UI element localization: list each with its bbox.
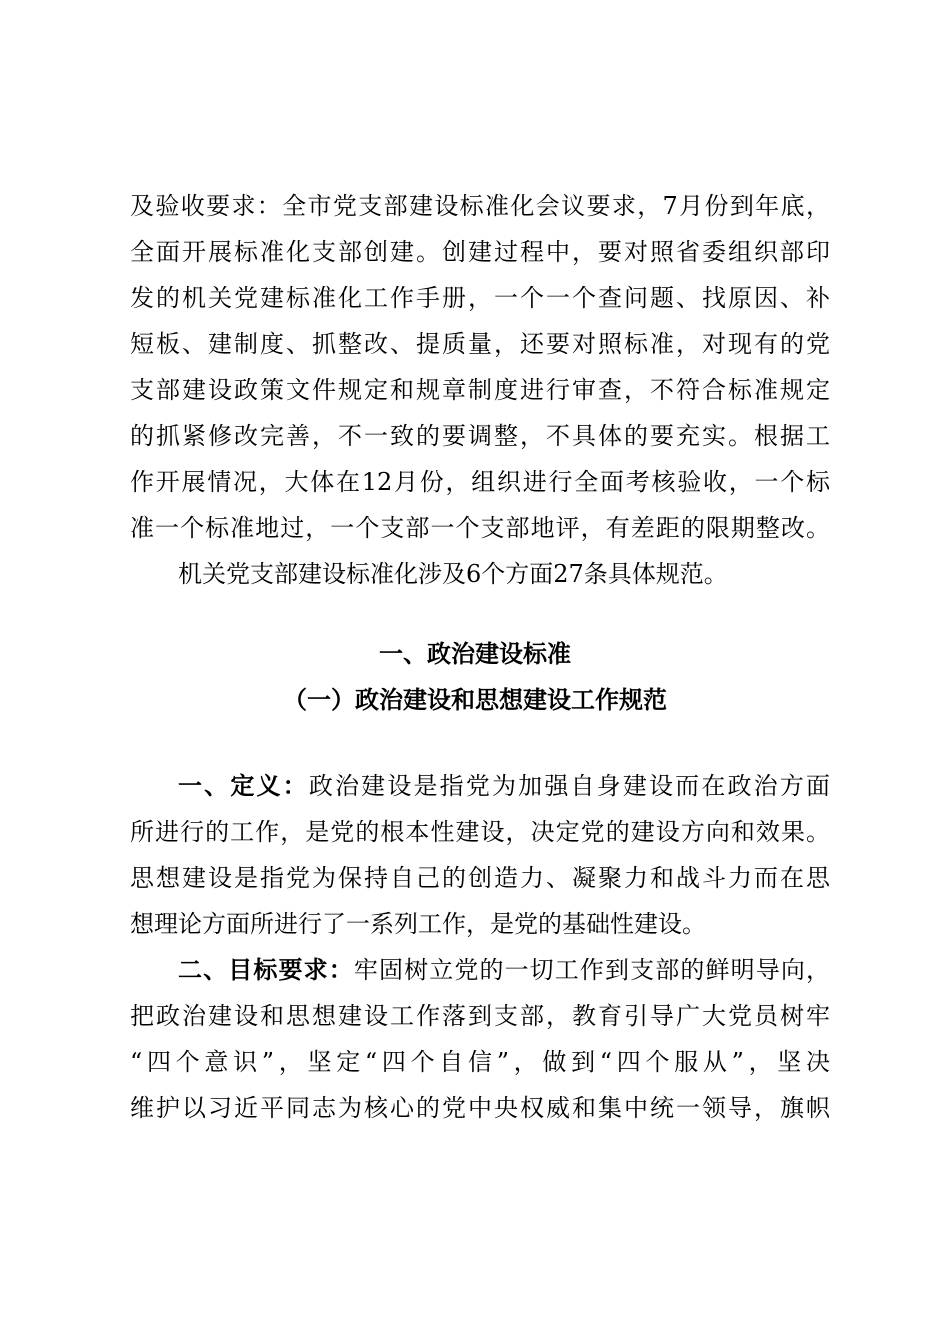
- goals-first-line: [178, 947, 830, 993]
- summary-line: 机关党支部建设标准化涉及6个方面27条具体规范。: [178, 560, 728, 588]
- goals-line-2: 把政治建设和思想建设工作落到支部，教育引导广大党员树牢: [130, 1002, 830, 1030]
- goals-label: 二、目标要求：: [178, 955, 354, 984]
- intro-line-8: 准一个标准地过，一个支部一个支部地评，有差距的限期整改。: [130, 514, 830, 542]
- intro-line-5: 支部建设政策文件规定和规章制度进行审查，不符合标准规定: [130, 376, 830, 404]
- definition-line-2: 所进行的工作，是党的根本性建设，决定党的建设方向和效果。: [130, 818, 830, 846]
- intro-line-2: 全面开展标准化支部创建。创建过程中，要对照省委组织部印: [130, 238, 830, 266]
- intro-line-7: 作开展情况，大体在12月份，组织进行全面考核验收，一个标: [130, 468, 830, 496]
- section-subtitle: （一）政治建设和思想建设工作规范: [283, 685, 667, 714]
- definition-first-line: [178, 763, 830, 809]
- section-title: 一、政治建设标准: [379, 639, 571, 668]
- intro-line-6: 的抓紧修改完善，不一致的要调整，不具体的要充实。根据工: [130, 422, 830, 450]
- goals-line-4: 维护以习近平同志为核心的党中央权威和集中统一领导，旗帜: [130, 1094, 830, 1122]
- intro-line-1: 及验收要求：全市党支部建设标准化会议要求，7月份到年底，: [130, 192, 830, 220]
- definition-line-4: 想理论方面所进行了一系列工作，是党的基础性建设。: [130, 910, 706, 938]
- definition-label: 一、定义：: [178, 771, 309, 800]
- goals-line-3: “四个意识”，坚定“四个自信”，做到“四个服从”，坚决: [130, 1048, 830, 1076]
- intro-line-3: 发的机关党建标准化工作手册，一个一个查问题、找原因、补: [130, 284, 830, 312]
- goals-first-text: 牢固树立党的一切工作到支部的鲜明导向，: [353, 956, 831, 984]
- definition-line-3: 思想建设是指党为保持自己的创造力、凝聚力和战斗力而在思: [130, 864, 830, 892]
- intro-line-4: 短板、建制度、抓整改、提质量，还要对照标准，对现有的党: [130, 330, 830, 358]
- definition-first-text: 政治建设是指党为加强自身建设而在政治方面: [308, 772, 831, 800]
